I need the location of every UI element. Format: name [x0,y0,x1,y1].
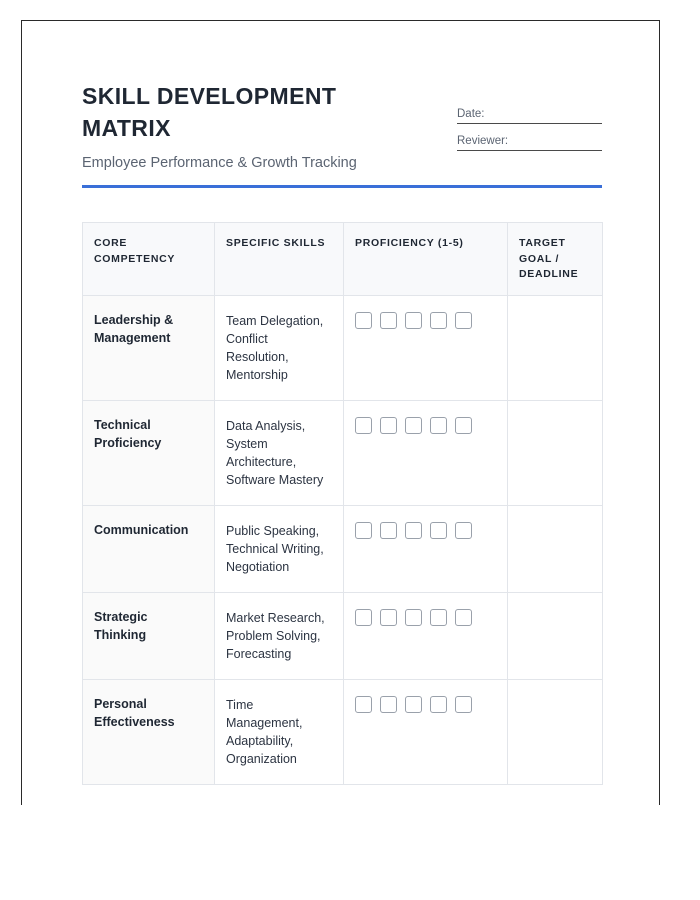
skills-cell: Market Research, Problem Solving, Forecasting [215,592,344,679]
proficiency-checkbox-4[interactable] [430,609,447,626]
proficiency-checkbox-2[interactable] [380,522,397,539]
column-header-core-competency: CORE COMPETENCY [83,223,215,296]
proficiency-checkbox-1[interactable] [355,522,372,539]
competency-cell: Leadership & Management [83,295,215,400]
table-row [83,592,603,679]
skills-cell: Time Management, Adaptability, Organization [215,679,344,784]
proficiency-checkbox-4[interactable] [430,696,447,713]
proficiency-checkbox-1[interactable] [355,417,372,434]
date-field[interactable] [457,108,602,124]
proficiency-checkbox-1[interactable] [355,609,372,626]
proficiency-checkbox-3[interactable] [405,312,422,329]
date-writeline[interactable] [457,123,602,124]
target-goal-cell[interactable] [508,295,603,400]
target-goal-cell[interactable] [508,592,603,679]
proficiency-checkbox-2[interactable] [380,609,397,626]
table-header-row [83,223,603,296]
proficiency-checkbox-5[interactable] [455,417,472,434]
table-body [83,295,603,784]
proficiency-checkbox-5[interactable] [455,522,472,539]
proficiency-cell [344,505,508,592]
column-header-target-goal: TARGET GOAL / DEADLINE [508,223,603,296]
skill-matrix-table [82,222,603,785]
competency-cell: Strategic Thinking [83,592,215,679]
proficiency-cell [344,295,508,400]
document-page [21,20,660,805]
proficiency-cell [344,592,508,679]
page-title: SKILL DEVELOPMENT MATRIX [82,83,337,141]
proficiency-checkbox-group [355,696,496,713]
proficiency-checkbox-3[interactable] [405,417,422,434]
document-header [82,81,602,188]
proficiency-checkbox-2[interactable] [380,417,397,434]
column-header-specific-skills: SPECIFIC SKILLS [215,223,344,296]
reviewer-field[interactable] [457,135,602,151]
competency-cell: Personal Effectiveness [83,679,215,784]
date-label: Date: [457,108,485,120]
skills-cell: Team Delegation, Conflict Resolution, Mentorship [215,295,344,400]
reviewer-label: Reviewer: [457,135,509,147]
table-row [83,679,603,784]
proficiency-checkbox-3[interactable] [405,522,422,539]
proficiency-checkbox-2[interactable] [380,696,397,713]
skills-cell: Public Speaking, Technical Writing, Negotiation [215,505,344,592]
proficiency-checkbox-group [355,312,496,329]
skills-cell: Data Analysis, System Architecture, Software Mastery [215,400,344,505]
matrix-table-wrapper [82,222,602,785]
target-goal-cell[interactable] [508,400,603,505]
table-row [83,400,603,505]
proficiency-checkbox-group [355,609,496,626]
page-subtitle: Employee Performance & Growth Tracking [82,155,357,172]
proficiency-checkbox-3[interactable] [405,696,422,713]
proficiency-checkbox-group [355,522,496,539]
proficiency-checkbox-4[interactable] [430,312,447,329]
proficiency-checkbox-1[interactable] [355,312,372,329]
title-block [82,81,382,173]
proficiency-checkbox-group [355,417,496,434]
proficiency-checkbox-3[interactable] [405,609,422,626]
proficiency-checkbox-5[interactable] [455,312,472,329]
table-header [83,223,603,296]
proficiency-checkbox-4[interactable] [430,522,447,539]
competency-cell: Communication [83,505,215,592]
proficiency-checkbox-2[interactable] [380,312,397,329]
target-goal-cell[interactable] [508,679,603,784]
proficiency-cell [344,400,508,505]
table-row [83,295,603,400]
meta-block [457,81,602,162]
proficiency-checkbox-5[interactable] [455,609,472,626]
document-sheet [82,81,602,785]
proficiency-checkbox-4[interactable] [430,417,447,434]
reviewer-writeline[interactable] [457,150,602,151]
proficiency-checkbox-1[interactable] [355,696,372,713]
competency-cell: Technical Proficiency [83,400,215,505]
proficiency-checkbox-5[interactable] [455,696,472,713]
column-header-proficiency: PROFICIENCY (1-5) [344,223,508,296]
target-goal-cell[interactable] [508,505,603,592]
table-row [83,505,603,592]
proficiency-cell [344,679,508,784]
